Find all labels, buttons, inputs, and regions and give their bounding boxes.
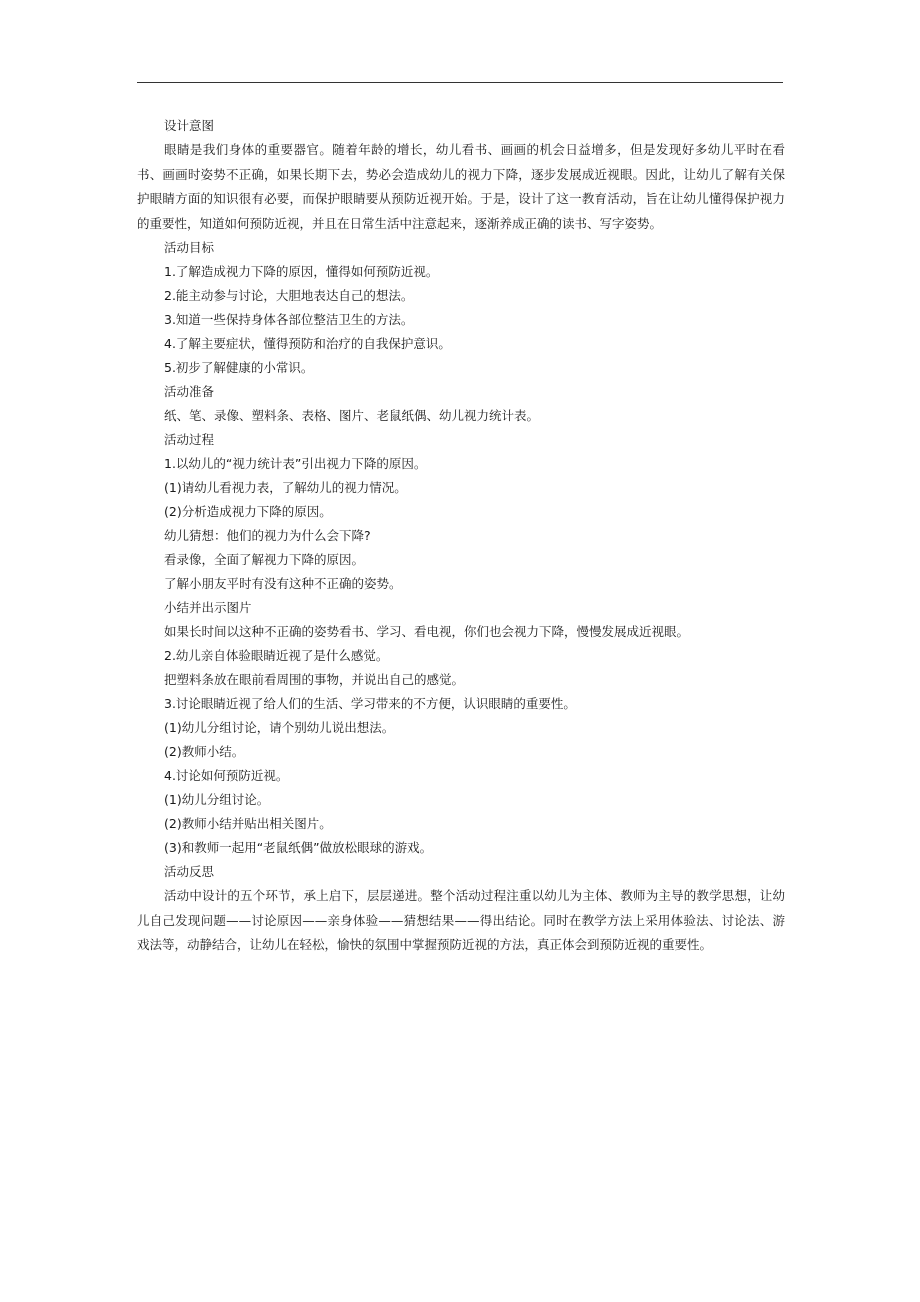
process-substep: (2)教师小结。 bbox=[164, 744, 245, 759]
goal-item: 3.知道一些保持身体各部位整洁卫生的方法。 bbox=[164, 312, 414, 327]
process-step: 1.以幼儿的“视力统计表”引出视力下降的原因。 bbox=[164, 456, 427, 471]
process-text: 把塑料条放在眼前看周围的事物，并说出自己的感觉。 bbox=[164, 672, 465, 687]
header-rule bbox=[137, 82, 783, 83]
document-body bbox=[137, 114, 785, 958]
process-text: 如果长时间以这种不正确的姿势看书、学习、看电视，你们也会视力下降，慢慢发展成近视眼。 bbox=[164, 624, 690, 639]
goal-item: 2.能主动参与讨论，大胆地表达自己的想法。 bbox=[164, 288, 414, 303]
process-text: 幼儿猜想：他们的视力为什么会下降? bbox=[164, 528, 371, 543]
process-text: 了解小朋友平时有没有这种不正确的姿势。 bbox=[164, 576, 402, 591]
heading-design-intent: 设计意图 bbox=[164, 118, 215, 133]
process-step: 3.讨论眼睛近视了给人们的生活、学习带来的不方便，认识眼睛的重要性。 bbox=[164, 696, 576, 711]
process-step: 2.幼儿亲自体验眼睛近视了是什么感觉。 bbox=[164, 648, 389, 663]
process-substep: (1)幼儿分组讨论，请个别幼儿说出想法。 bbox=[164, 720, 395, 735]
process-step: 4.讨论如何预防近视。 bbox=[164, 768, 289, 783]
process-text: 看录像，全面了解视力下降的原因。 bbox=[164, 552, 365, 567]
goal-item: 1.了解造成视力下降的原因，懂得如何预防近视。 bbox=[164, 264, 439, 279]
heading-process: 活动过程 bbox=[164, 432, 215, 447]
heading-goals: 活动目标 bbox=[164, 240, 215, 255]
goal-item: 4.了解主要症状，懂得预防和治疗的自我保护意识。 bbox=[164, 336, 451, 351]
process-substep: (1)请幼儿看视力表，了解幼儿的视力情况。 bbox=[164, 480, 407, 495]
process-text: 小结并出示图片 bbox=[164, 600, 252, 615]
paragraph-reflection: 活动中设计的五个环节，承上启下，层层递进。整个活动过程注重以幼儿为主体、教师为主导的教学思想，让幼儿自己发现问题——讨论原因——亲身体验——猜想结果——得出结论。同时在教学方法上采用体验法、讨论法、游戏法等，动静结合，让幼儿在轻松，愉快的氛围中掌握预防近视的方法，真正体会到预防近视的重要性。 bbox=[137, 888, 785, 952]
paragraph-design-intent: 眼睛是我们身体的重要器官。随着年龄的增长，幼儿看书、画画的机会日益增多，但是发现好多幼儿平时在看书、画画时姿势不正确，如果长期下去，势必会造成幼儿的视力下降，逐步发展成近视眼。因此，让幼儿了解有关保护眼睛方面的知识很有必要，而保护眼睛要从预防近视开始。于是，设计了这一教育活动，旨在让幼儿懂得保护视力的重要性，知道如何预防近视，并且在日常生活中注意起来，逐渐养成正确的读书、写字姿势。 bbox=[137, 142, 785, 231]
heading-preparation: 活动准备 bbox=[164, 384, 215, 399]
process-substep: (1)幼儿分组讨论。 bbox=[164, 792, 270, 807]
goal-item: 5.初步了解健康的小常识。 bbox=[164, 360, 314, 375]
process-substep: (2)教师小结并贴出相关图片。 bbox=[164, 816, 332, 831]
process-substep: (3)和教师一起用“老鼠纸偶”做放松眼球的游戏。 bbox=[164, 840, 433, 855]
heading-reflection: 活动反思 bbox=[164, 864, 215, 879]
process-substep: (2)分析造成视力下降的原因。 bbox=[164, 504, 332, 519]
preparation-materials: 纸、笔、录像、塑料条、表格、图片、老鼠纸偶、幼儿视力统计表。 bbox=[164, 408, 540, 423]
